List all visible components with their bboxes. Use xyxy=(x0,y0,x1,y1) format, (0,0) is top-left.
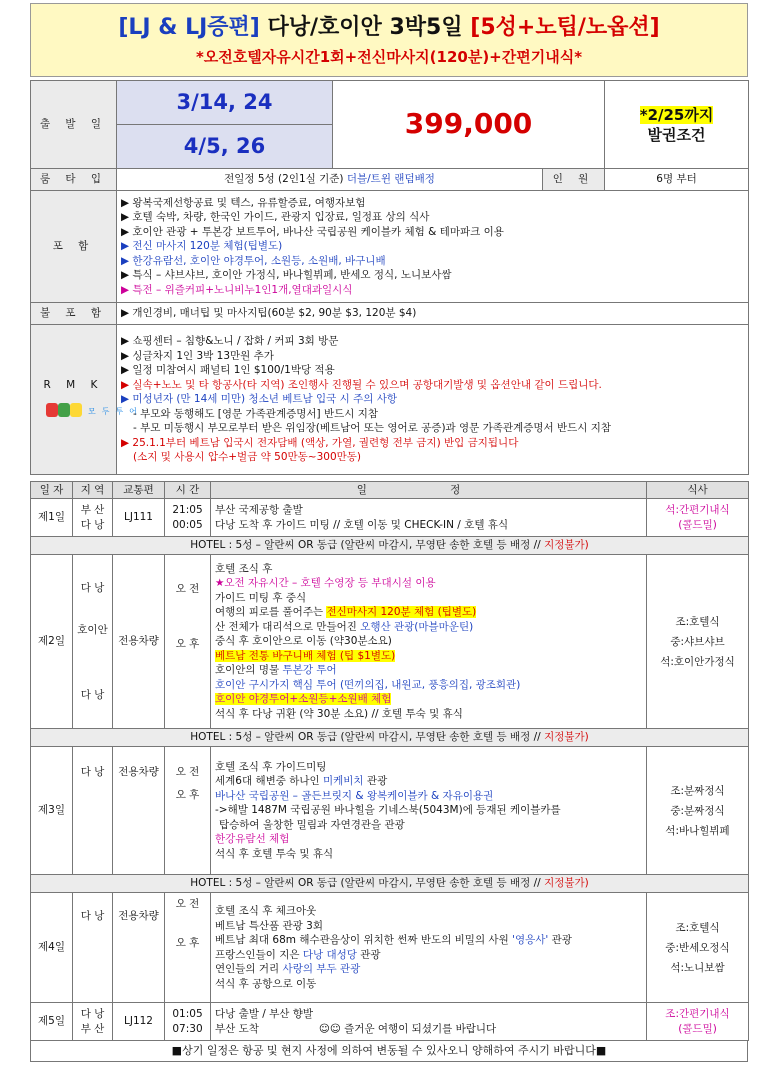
itinerary-line: 호텔 조식 후 xyxy=(215,562,273,575)
itinerary-text: 여행의 피로를 풀어주는 xyxy=(215,606,324,619)
itinerary-line: 다낭 출발 / 부산 향발 xyxy=(215,1008,314,1020)
rmk-item: ▶ 미성년자 (만 14세 미만) 청소년 베트남 입국 시 주의 사항 xyxy=(121,393,398,406)
hotel-warning: 지정불가) xyxy=(544,539,589,552)
day5-region: 다 낭 부 산 xyxy=(73,1003,113,1041)
col-header-time: 시 간 xyxy=(165,482,211,499)
itinerary-text: 관광 xyxy=(360,948,381,961)
itinerary-line xyxy=(215,620,642,635)
include-item: ▶ 특식 – 샤브샤브, 호이안 가정식, 바나힐뷔페, 반세오 정식, 노니보사쌈 xyxy=(121,269,452,282)
day2-region-2: 호이안 xyxy=(77,624,108,637)
day2-region-1: 다 낭 xyxy=(80,581,105,594)
rmk-label: R M K xyxy=(43,379,104,392)
itinerary-line: ->해발 1487M 국립공원 바나힐을 기네스북(5043M)에 등재된 케이블카를 xyxy=(215,804,561,817)
itinerary-line xyxy=(215,678,642,693)
itinerary-text: 세계6대 해변중 하나인 xyxy=(215,775,320,788)
itinerary-line: 한강유람선 체험 xyxy=(215,833,290,846)
itinerary-line xyxy=(215,605,642,620)
itinerary-line: 석식 후 다낭 귀환 (약 30분 소요) // 호텔 투숙 및 휴식 xyxy=(215,707,463,720)
itinerary-highlight: 미케비치 xyxy=(323,775,364,788)
itinerary-line: 석식 후 호텔 투숙 및 휴식 xyxy=(215,847,334,860)
include-label: 포 함 xyxy=(31,191,117,303)
page-title xyxy=(31,10,747,41)
hotel-warning: 지정불가) xyxy=(544,731,589,744)
itinerary-line: 베트남 특산품 관광 3회 xyxy=(215,919,323,932)
day3-region: 다 낭 xyxy=(73,747,113,875)
itinerary-line xyxy=(215,1022,642,1037)
day4-time xyxy=(165,893,211,1003)
day4-itinerary xyxy=(211,893,647,1003)
pax-label: 인 원 xyxy=(543,169,605,191)
destination: 다낭/호이안 3박5일 xyxy=(267,15,463,40)
rmk-item: - 부모와 동행해도 [영문 가족관계증명서] 반드시 지참 xyxy=(133,407,379,420)
day3-time-am: 오 전 xyxy=(175,766,200,778)
day2-time-am: 오 전 xyxy=(175,583,200,595)
day2-label: 제2일 xyxy=(31,555,73,729)
itinerary-line: 호텔 조식 후 가이드미팅 xyxy=(215,760,327,773)
rmk-item: ▶ 25.1.1부터 베트남 입국시 전자담배 (액상, 가열, 궐련형 전부 금지) 반입 금지됩니다 xyxy=(121,436,519,449)
include-item: ▶ 왕복국제선항공료 및 텍스, 유류할증료, 여행자보험 xyxy=(121,196,366,209)
day3-hotel xyxy=(31,875,749,893)
itinerary-highlight: 호이안 야경투어+소원등+소원배 체험 xyxy=(215,693,392,706)
day2-meal: 조:호텔식 중:샤브샤브 석:호이안가정식 xyxy=(647,555,749,729)
day1-hotel xyxy=(31,537,749,555)
itinerary-highlight: 전신마사지 120분 체험 (팁별도) xyxy=(326,606,477,619)
include-list xyxy=(117,191,749,303)
itinerary-line: 중식 후 호이안으로 이동 (약30분소요) xyxy=(215,635,392,648)
exclude-label: 불 포 함 xyxy=(31,303,117,325)
hotel-line: HOTEL : 5성 – 알란씨 OR 동급 (알란씨 마감시, 무영탄 송한 호텔 등 배정 // xyxy=(190,731,541,744)
itinerary-text: 관광 xyxy=(551,934,572,946)
rmk-label-cell xyxy=(31,325,143,475)
logo-text: 모두투어 xyxy=(87,406,143,416)
rmk-item: ▶ 쇼핑센터 – 침향&노니 / 잡화 / 커피 3회 방문 xyxy=(121,335,339,348)
exclude-text: ▶ 개인경비, 매너팁 및 마사지팁(60분 $2, 90분 $3, 120분 $4) xyxy=(117,303,749,325)
include-item: ▶ 호이안 관광 + 투본강 보트투어, 바나산 국립공원 케이블카 체험 & 테마파크 이용 xyxy=(121,225,504,238)
grade-tag: [5성+노팁/노옵션] xyxy=(470,15,660,40)
itinerary-line: 석식 후 공항으로 이동 xyxy=(215,977,317,990)
itinerary-highlight: 사랑의 부두 관광 xyxy=(282,963,361,975)
itinerary-text: 베트남 최대 68m 해수관음상이 위치한 썬짜 반도의 비밀의 사원 xyxy=(215,934,509,946)
itinerary-line: 바나산 국립공원 – 골든브릿지 & 왕복케이블카 & 자유이용권 xyxy=(215,789,494,802)
include-item: ▶ 특전 – 위즐커피+노니비누1인1개,열대과일시식 xyxy=(121,283,353,296)
deadline-cond: 발권조건 xyxy=(647,125,706,144)
brand-tag: [LJ & LJ증편] xyxy=(118,15,260,40)
day1-meal: 석:간편기내식 (콜드밀) xyxy=(647,499,749,537)
itinerary-line xyxy=(215,933,642,948)
col-header-transport: 교통편 xyxy=(113,482,165,499)
room-label: 룸 타 입 xyxy=(31,169,117,191)
itinerary-highlight: 베트남 전통 바구니배 체험 (팁 $1별도) xyxy=(215,649,396,662)
itinerary-line: ★오전 자유시간 – 호텔 수영장 등 부대시설 이용 xyxy=(215,577,436,590)
schedule-table xyxy=(30,481,749,1041)
meal-text: 조:분짜정식 중:분짜정식 석:바나힐뷔페 xyxy=(665,784,730,837)
itinerary-line xyxy=(215,774,642,789)
itinerary-highlight: '영응사' xyxy=(512,934,549,946)
day4-time-am: 오 전 xyxy=(175,898,200,910)
day4-region: 다 낭 xyxy=(73,893,113,1003)
day1-label: 제1일 xyxy=(31,499,73,537)
itinerary-line xyxy=(215,692,642,707)
itinerary-line xyxy=(215,649,642,664)
rmk-list xyxy=(117,325,749,475)
day3-meal xyxy=(647,747,749,875)
itinerary-line xyxy=(215,948,642,963)
include-item: ▶ 전신 마사지 120분 체험(팁별도) xyxy=(121,240,283,253)
day4-label: 제4일 xyxy=(31,893,73,1003)
subtitle: *오전호텔자유시간1회+전신마사지(120분)+간편기내식* xyxy=(195,48,583,66)
day1-transport: LJ111 xyxy=(113,499,165,537)
rmk-item: ▶ 싱글차지 1인 3박 13만원 추가 xyxy=(121,349,274,362)
hotel-warning: 지정불가) xyxy=(544,877,589,890)
itinerary-highlight: 다낭 대성당 xyxy=(302,948,357,961)
rmk-item: ▶ 일정 미참여시 패널티 1인 $100/1박당 적용 xyxy=(121,364,335,377)
day3-transport: 전용차량 xyxy=(113,747,165,875)
title-banner xyxy=(30,3,748,77)
itinerary-text: 부산 도착 xyxy=(215,1022,259,1035)
include-item: ▶ 호텔 숙박, 차량, 한국인 가이드, 관광지 입장료, 일정표 상의 식사 xyxy=(121,211,430,224)
hotel-line: HOTEL : 5성 – 알란씨 OR 동급 (알란씨 마감시, 무영탄 송한 호텔 등 배정 // xyxy=(190,877,541,890)
day1-region: 부 산 다 낭 xyxy=(73,499,113,537)
day5-transport: LJ112 xyxy=(113,1003,165,1041)
itinerary-highlight: 호이안 구시가지 핵심 투어 xyxy=(215,678,337,691)
itinerary-text: 연인들의 거리 xyxy=(215,963,280,975)
tour-logo xyxy=(44,399,143,421)
itinerary-text: 호이안의 명물 xyxy=(215,664,280,677)
day2-time-pm: 오 후 xyxy=(175,637,200,650)
footer-notice: ■상기 일정은 항공 및 현지 사정에 의하여 변동될 수 있사오니 양해하여 주시기 바랍니다■ xyxy=(30,1040,748,1062)
include-item: ▶ 한강유람선, 호이안 야경투어, 소원등, 소원배, 바구니배 xyxy=(121,254,386,267)
day2-itinerary xyxy=(211,555,647,729)
col-header-itinerary: 일 정 xyxy=(211,482,647,499)
itinerary-text: 프랑스인들이 지은 xyxy=(215,948,300,961)
col-header-day: 일 자 xyxy=(31,482,73,499)
itinerary-line: 다낭 도착 후 가이드 미팅 // 호텔 이동 및 CHECK-IN / 호텔 휴식 xyxy=(215,518,509,531)
day3-label: 제3일 xyxy=(31,747,73,875)
itinerary-text: 관광 xyxy=(366,775,388,788)
day5-itinerary xyxy=(211,1003,647,1041)
rmk-item: - 부모 미동행시 부모로부터 받은 위임장(베트남어 또는 영어로 공증)과 영문 가족관계증명서 반드시 지참 xyxy=(133,422,612,435)
room-text: 전일정 5성 (2인1실 기준) xyxy=(224,173,344,186)
pax-value: 6명 부터 xyxy=(605,169,749,191)
col-header-meal: 식사 xyxy=(647,482,749,499)
day4-meal: 조:호텔식 중:반세오정식 석:노니보쌈 xyxy=(647,893,749,1003)
day2-hotel xyxy=(31,729,749,747)
day3-itinerary xyxy=(211,747,647,875)
itinerary-highlight: 오행산 관광(마블마운틴) xyxy=(360,620,474,633)
itinerary-line xyxy=(215,663,642,678)
day5-label: 제5일 xyxy=(31,1003,73,1041)
depart-date-1: 3/14, 24 xyxy=(117,81,333,125)
day4-time-pm: 오 후 xyxy=(175,936,200,949)
day3-time-pm: 오 후 xyxy=(175,788,200,801)
day2-region xyxy=(73,555,113,729)
farewell-text: ☺☺ 즐거운 여행이 되셨기를 바랍니다 xyxy=(318,1022,497,1035)
itinerary-text: (떤끼의집, 내원교, 풍흥의집, 광조회관) xyxy=(339,678,521,691)
itinerary-line: 호텔 조식 후 체크아웃 xyxy=(215,905,317,917)
itinerary-line xyxy=(215,962,642,977)
rmk-item: ▶ 실속+노노 및 타 항공사(타 지역) 조인행사 진행될 수 있으며 공항대기발생 및 옵션안내 같이 드립니다. xyxy=(121,378,602,391)
day5-meal: 조:간편기내식 (콜드밀) xyxy=(647,1003,749,1041)
price: 399,000 xyxy=(333,81,605,169)
deadline xyxy=(605,81,749,169)
day2-region-3: 다 낭 xyxy=(80,688,105,701)
itinerary-line: 탑승하여 울창한 밀림과 자연경관을 관광 xyxy=(219,818,405,831)
itinerary-text: 산 전체가 대리석으로 만들어진 xyxy=(215,620,357,633)
deadline-date: *2/25까지 xyxy=(639,105,714,124)
info-table xyxy=(30,80,749,475)
day2-transport: 전용차량 xyxy=(113,555,165,729)
rmk-item: (소지 및 사용시 압수+벌금 약 50만동~300만동) xyxy=(133,451,362,464)
itinerary-highlight: 투본강 투어 xyxy=(282,664,337,677)
itinerary-line: 가이드 미팅 후 중식 xyxy=(215,591,307,604)
itinerary-line: 부산 국제공항 출발 xyxy=(215,504,303,516)
col-header-region: 지 역 xyxy=(73,482,113,499)
room-type xyxy=(117,169,543,191)
depart-date-2: 4/5, 26 xyxy=(117,125,333,169)
day1-itinerary xyxy=(211,499,647,537)
hotel-line: HOTEL : 5성 – 알란씨 OR 동급 (알란씨 마감시, 무영탄 송한 호텔 등 배정 // xyxy=(190,539,541,552)
depart-label: 출 발 일 xyxy=(31,81,117,169)
day3-time xyxy=(165,747,211,875)
day2-time xyxy=(165,555,211,729)
day5-time: 01:05 07:30 xyxy=(165,1003,211,1041)
room-bed: 더블/트윈 랜덤배정 xyxy=(346,173,435,186)
day1-time: 21:05 00:05 xyxy=(165,499,211,537)
day4-transport: 전용차량 xyxy=(113,893,165,1003)
